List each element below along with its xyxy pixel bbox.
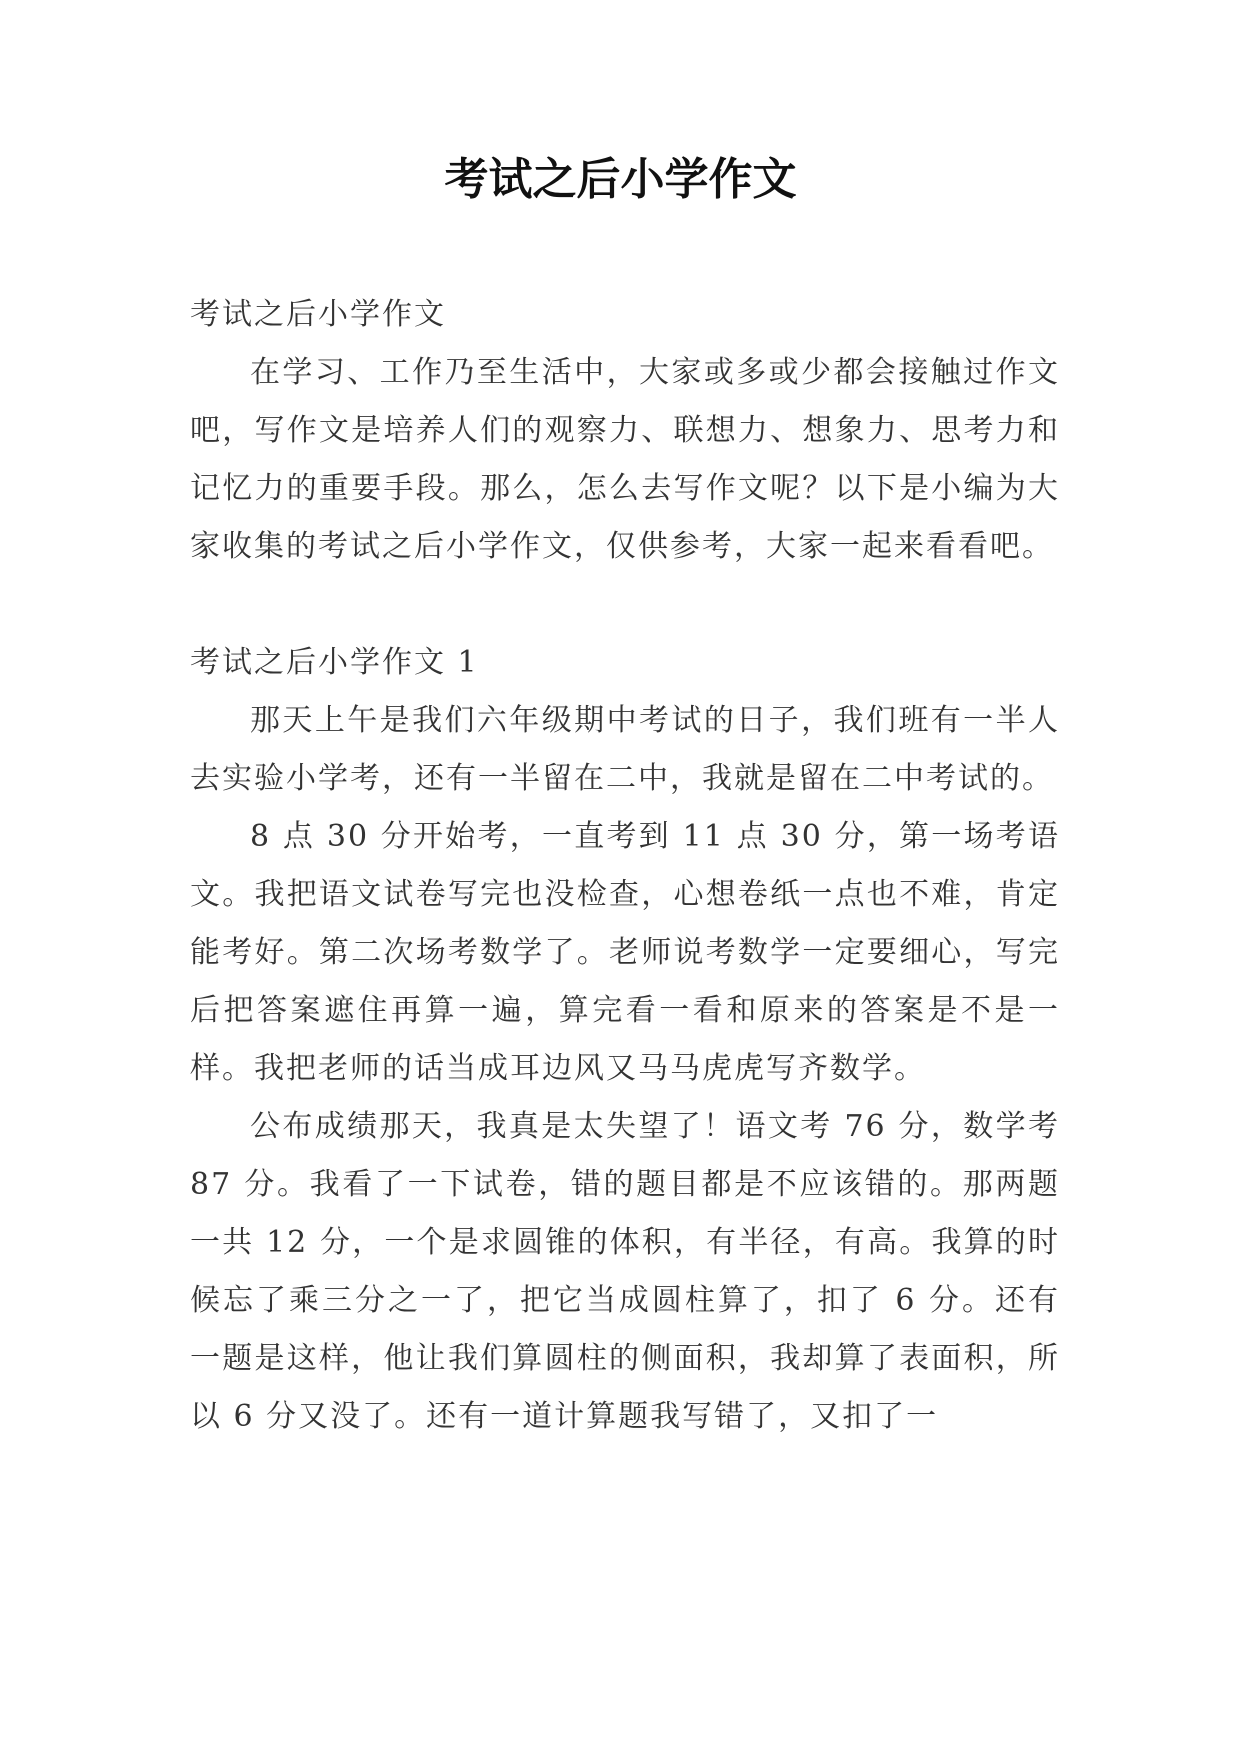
section-spacer (190, 576, 1060, 634)
essay-1-heading: 考试之后小学作文 1 (190, 645, 479, 680)
intro-paragraph: 在学习、工作乃至生活中，大家或多或少都会接触过作文吧，写作文是培养人们的观察力、联想力、想象力、思考力和记忆力的重要手段。那么，怎么去写作文呢？以下是小编为大家收集的考试之后小学作文，仅供参考，大家一起来看看吧。 (190, 355, 1060, 564)
intro-heading: 考试之后小学作文 (190, 297, 446, 332)
document-body (190, 286, 1060, 1446)
essay-1-paragraph-1: 那天上午是我们六年级期中考试的日子，我们班有一半人去实验小学考，还有一半留在二中，我就是留在二中考试的。 (190, 703, 1060, 796)
essay-1-paragraph-2: 8 点 30 分开始考，一直考到 11 点 30 分，第一场考语文。我把语文试卷写完也没检查，心想卷纸一点也不难，肯定能考好。第二次场考数学了。老师说考数学一定要细心，写完后把答案遮住再算一遍，算完看一看和原来的答案是不是一样。我把老师的话当成耳边风又马马虎虎写齐数学。 (190, 819, 1060, 1086)
essay-1-paragraph-3: 公布成绩那天，我真是太失望了！语文考 76 分，数学考 87 分。我看了一下试卷，错的题目都是不应该错的。那两题一共 12 分，一个是求圆锥的体积，有半径，有高。我算的时候忘了乘三分之一了，把它当成圆柱算了，扣了 6 分。还有一题是这样，他让我们算圆柱的侧面积，我却算了表面积，所以 6 分又没了。还有一道计算题我写错了，又扣了一 (190, 1109, 1060, 1434)
document-title: 考试之后小学作文 (444, 154, 797, 205)
